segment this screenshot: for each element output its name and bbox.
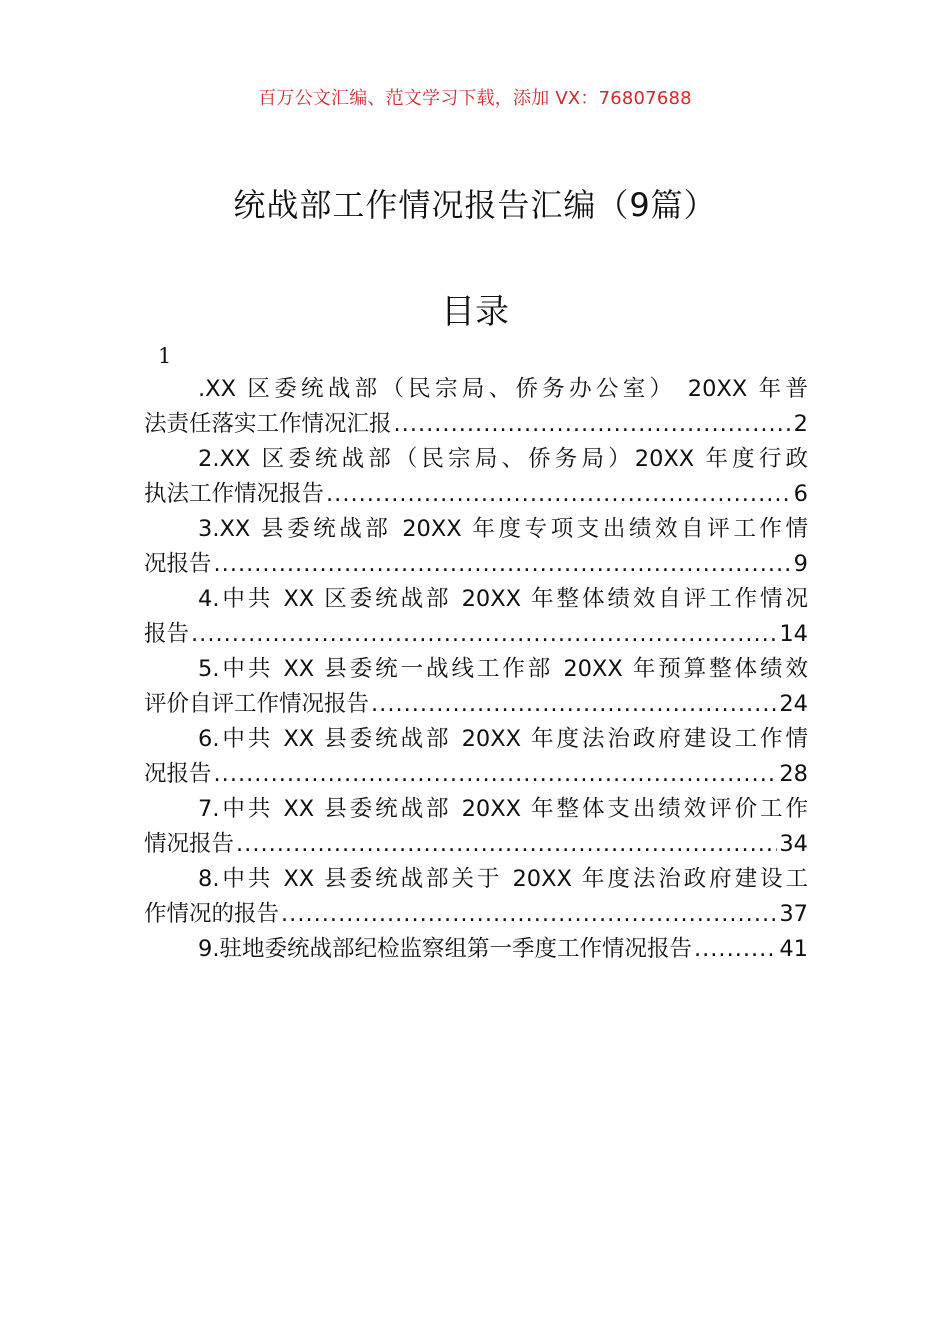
- toc-entry-title: 6.中共 XX 县委统战部 20XX 年度法治政府建设工作情: [198, 726, 808, 752]
- dot-leader: [214, 757, 778, 792]
- toc-page-number: 6: [793, 481, 808, 507]
- document-title: 统战部工作情况报告汇编（9篇）: [233, 186, 717, 224]
- toc-page-number: 37: [779, 901, 808, 927]
- toc-entry-title-cont: 况报告: [144, 761, 212, 787]
- toc-page-number: 14: [779, 621, 808, 647]
- toc-page-number: 24: [779, 691, 808, 717]
- toc-entry-title: 9.驻地委统战部纪检监察组第一季度工作情况报告: [198, 936, 692, 962]
- toc-entry-title-cont: 执法工作情况报告: [144, 481, 325, 507]
- toc-entry-6[interactable]: [144, 722, 808, 792]
- toc-entry-9[interactable]: [144, 932, 808, 967]
- toc-entry-title: 3.XX 县委统战部 20XX 年度专项支出绩效自评工作情: [198, 516, 808, 542]
- stray-page-number: 1: [158, 344, 172, 368]
- toc-entry-title-cont: 报告: [144, 621, 190, 647]
- toc-entry-title: 2.XX 区委统战部（民宗局、侨务局）20XX 年度行政: [198, 446, 808, 472]
- toc-page-number: 34: [779, 831, 808, 857]
- toc-entry-title: 4.中共 XX 区委统战部 20XX 年整体绩效自评工作情况: [198, 586, 808, 612]
- dot-leader: [326, 477, 792, 512]
- toc-entry-8[interactable]: [144, 862, 808, 932]
- toc-entry-4[interactable]: [144, 582, 808, 652]
- toc-page-number: 2: [793, 411, 808, 437]
- toc-entry-title: 8.中共 XX 县委统战部关于 20XX 年度法治政府建设工: [198, 866, 808, 892]
- toc-page-number: 41: [779, 936, 808, 962]
- toc-entry-title: 5.中共 XX 县委统一战线工作部 20XX 年预算整体绩效: [198, 656, 808, 682]
- toc-entry-title-cont: 况报告: [144, 551, 212, 577]
- dot-leader: [394, 407, 792, 442]
- toc-entry-title-cont: 法责任落实工作情况汇报: [144, 411, 392, 437]
- toc-page-number: 9: [793, 551, 808, 577]
- toc-entry-1[interactable]: [144, 372, 808, 442]
- dot-leader: [191, 617, 777, 652]
- toc-entry-title: .XX 区委统战部（民宗局、侨务办公室） 20XX 年普: [198, 376, 808, 402]
- toc-entry-title-cont: 评价自评工作情况报告: [144, 691, 370, 717]
- toc-entry-7[interactable]: [144, 792, 808, 862]
- toc-entry-2[interactable]: [144, 442, 808, 512]
- dot-leader: [236, 827, 777, 862]
- dot-leader: [694, 932, 777, 967]
- watermark-banner: 百万公文汇编、范文学习下载，添加 VX：76807688: [258, 88, 692, 109]
- toc-entry-title-cont: 作情况的报告: [144, 901, 280, 927]
- dot-leader: [371, 687, 777, 722]
- toc-page-number: 28: [779, 761, 808, 787]
- dot-leader: [281, 897, 777, 932]
- toc-entry-title-cont: 情况报告: [144, 831, 235, 857]
- toc-entry-5[interactable]: [144, 652, 808, 722]
- toc-entry-3[interactable]: [144, 512, 808, 582]
- dot-leader: [214, 547, 792, 582]
- toc-entry-title: 7.中共 XX 县委统战部 20XX 年整体支出绩效评价工作: [198, 796, 808, 822]
- toc-heading: 目录: [441, 292, 509, 332]
- table-of-contents: [144, 372, 808, 967]
